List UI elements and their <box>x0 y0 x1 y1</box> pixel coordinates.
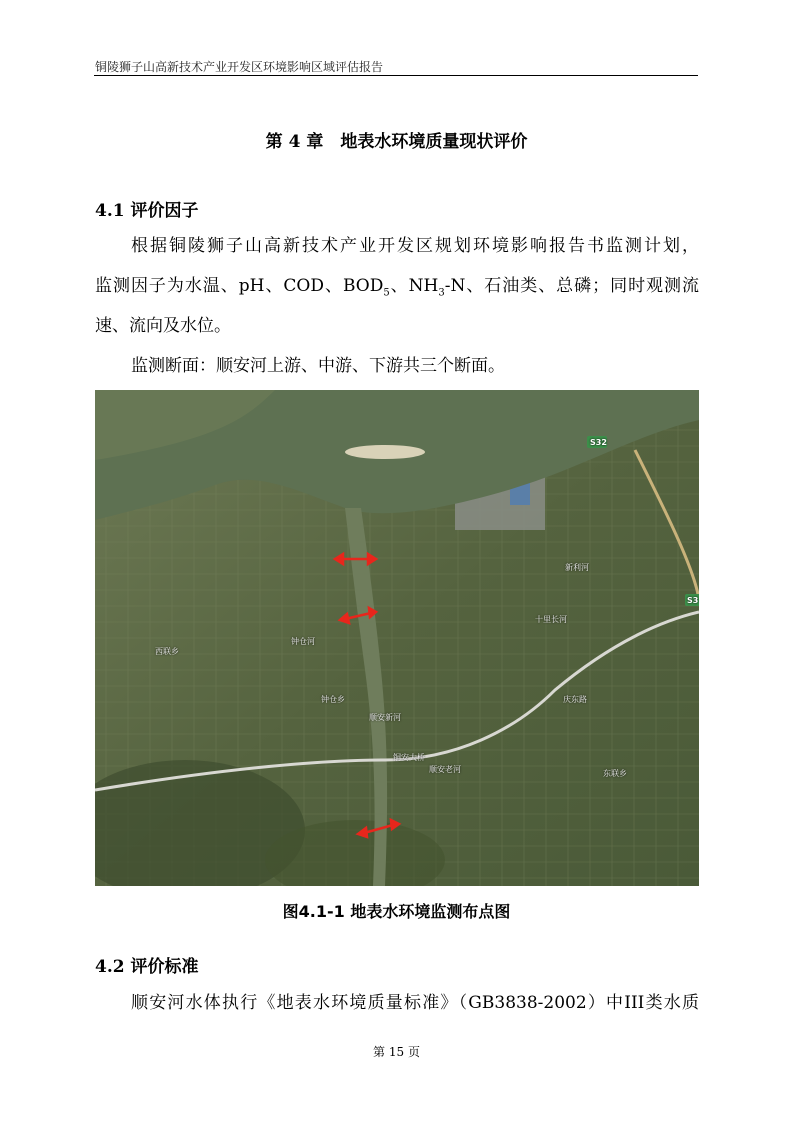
paragraph-line: 根据铜陵狮子山高新技术产业开发区规划环境影响报告书监测计划， <box>131 236 699 256</box>
page-number: 第 15 页 <box>373 1045 420 1059</box>
monitoring-map-image <box>95 390 699 886</box>
figure-caption: 图4.1-1 地表水环境监测布点图 <box>282 902 511 921</box>
map-label-s32: S32 <box>590 438 607 447</box>
map-label-xinli-river: 新利河 <box>565 563 589 572</box>
map-label-west-river: 钟仓河 <box>291 637 315 646</box>
map-label-shili-river: 十里长河 <box>535 615 567 624</box>
paragraph-line: 速、流向及水位。 <box>95 316 231 336</box>
section-heading-4-1: 4.1 评价因子 <box>95 201 199 221</box>
paragraph-line: 顺安河水体执行《地表水环境质量标准》（GB3838-2002）中III类水质 <box>131 993 699 1013</box>
map-label-road: 庆东路 <box>563 695 587 704</box>
map-label-s32-right: S3 <box>687 596 699 605</box>
map-label-shunan-new: 顺安新河 <box>369 713 401 722</box>
running-header: 铜陵狮子山高新技术产业开发区环境影响区域评估报告 <box>95 60 384 74</box>
header-rule <box>94 75 698 76</box>
map-label-donglian: 东联乡 <box>603 769 627 778</box>
paragraph-line: 监测因子为水温、pH、COD、$BOD_5$、$NH_3-N$、石油类、总磷；同时观测流 <box>95 276 699 299</box>
chapter-title: 第 4 章 地表水环境质量现状评价 <box>265 132 528 152</box>
map-label-xilian: 西联乡 <box>155 647 179 656</box>
paragraph-line: 监测断面：顺安河上游、中游、下游共三个断面。 <box>131 356 505 376</box>
map-label-bridge: 铜安大桥 <box>393 753 425 762</box>
map-label-shunan-old: 顺安老河 <box>429 765 461 774</box>
map-label-zhongcang: 钟仓乡 <box>321 695 345 704</box>
section-heading-4-2: 4.2 评价标准 <box>95 957 199 977</box>
satellite-map <box>95 390 699 886</box>
